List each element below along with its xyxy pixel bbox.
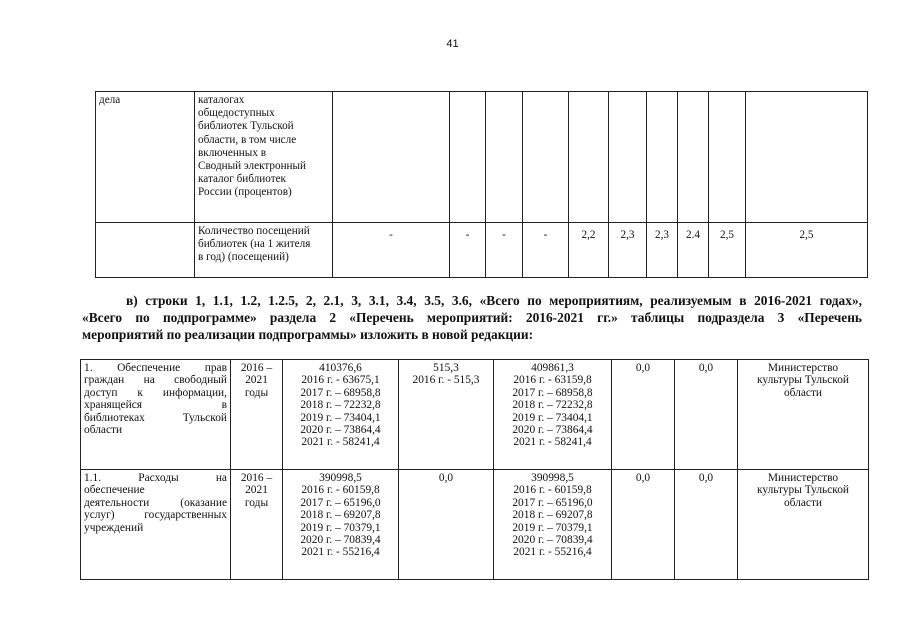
text-line: 2020 г. – 73864,4 xyxy=(512,424,593,437)
paragraph-line: «Всего по подпрограмме» раздела 2 «Перечень мероприятий: 2016-2021 гг.» таблицы подраздела 3 «Перечень xyxy=(82,310,862,325)
text-line: 2017 г. – 68958,8 xyxy=(300,386,381,399)
local-budget-cell: 0,0 xyxy=(612,470,675,580)
value-cell xyxy=(709,92,746,223)
value-cell: 2,5 xyxy=(746,223,868,278)
value-cell xyxy=(569,92,609,223)
value-cell xyxy=(450,92,486,223)
text-line: 515,3 xyxy=(433,362,459,374)
text-line: 2021 г. - 55216,4 xyxy=(513,546,592,559)
value-cell: 2,5 xyxy=(709,223,746,278)
text-line: услуг) государственных xyxy=(84,509,227,522)
other-sources-cell: 0,0 xyxy=(675,360,738,470)
text-line: в год) (посещений) xyxy=(198,251,289,264)
text-line: 409861,3 xyxy=(531,362,574,374)
text-line: Сводный электронный xyxy=(198,160,307,173)
text-line: культуры Тульской xyxy=(757,374,849,387)
text-line: учреждений xyxy=(84,521,144,534)
indicators-table xyxy=(95,91,868,278)
amendment-paragraph xyxy=(82,292,862,343)
text-line: библиотеках Тульской xyxy=(84,411,227,424)
text-line: Министерство xyxy=(767,362,839,374)
text-line: деятельности (оказание xyxy=(84,496,227,509)
text-line: годы xyxy=(244,386,269,399)
table-row xyxy=(96,223,868,278)
value-cell: - xyxy=(450,223,486,278)
text-line: России (процентов) xyxy=(198,186,292,199)
text-line: 2018 г. – 69207,8 xyxy=(300,509,381,522)
value-cell: - xyxy=(333,223,450,278)
text-line: области, в том числе xyxy=(198,133,297,146)
text-line: общедоступных xyxy=(198,107,275,120)
text-line: 2018 г. – 69207,8 xyxy=(512,509,593,522)
value-cell: - xyxy=(486,223,523,278)
text-line: 2017 г. – 68958,8 xyxy=(512,386,593,399)
text-line: области xyxy=(84,424,123,437)
table-row xyxy=(81,360,869,470)
other-sources-cell: 0,0 xyxy=(675,470,738,580)
text-line: 2018 г. – 72232,8 xyxy=(300,399,381,412)
text-line: 2021 г. - 58241,4 xyxy=(301,436,380,449)
text-line: 2016 г. - 60159,8 xyxy=(301,484,380,497)
text-line: 2016 г. - 63159,8 xyxy=(513,374,592,387)
value-cell: 2,3 xyxy=(647,223,678,278)
text-line: каталогах xyxy=(198,94,245,106)
text-line: библиотек Тульской xyxy=(198,120,294,133)
text-line: 2016 г. - 515,3 xyxy=(412,374,480,387)
text-line: 2016 – xyxy=(240,362,273,374)
text-line: 2017 г. – 65196,0 xyxy=(512,496,593,509)
text-line: Министерство xyxy=(767,472,839,484)
value-cell xyxy=(647,92,678,223)
paragraph-line: мероприятий по реализации подпрограммы» изложить в новой редакции: xyxy=(82,327,534,342)
value-cell xyxy=(486,92,523,223)
activity-name-cell xyxy=(81,470,231,580)
text-line: 2021 г. - 58241,4 xyxy=(513,436,592,449)
text-line: каталог библиотек xyxy=(198,173,286,186)
text-line: 2019 г. – 73404,1 xyxy=(300,411,381,424)
value-cell xyxy=(746,92,868,223)
text-line: годы xyxy=(244,496,269,509)
text-line: Количество посещений xyxy=(198,225,310,237)
table-row xyxy=(81,470,869,580)
total-funding-cell xyxy=(283,470,399,580)
text-line: 2019 г. – 70379,1 xyxy=(512,521,593,534)
text-line: культуры Тульской xyxy=(757,484,849,497)
text-line: 2021 xyxy=(245,374,268,387)
federal-budget-cell xyxy=(399,470,494,580)
row-section-cell xyxy=(96,223,195,278)
text-line: 2020 г. – 70839,4 xyxy=(300,534,381,547)
period-cell xyxy=(231,470,283,580)
value-cell xyxy=(333,92,450,223)
executor-cell xyxy=(738,470,869,580)
activities-table xyxy=(80,359,869,580)
value-cell xyxy=(523,92,569,223)
text-line: 2020 г. – 73864,4 xyxy=(300,424,381,437)
page-number: 41 xyxy=(446,38,459,50)
table-row xyxy=(96,92,868,223)
total-funding-cell xyxy=(283,360,399,470)
text-line: 2019 г. – 70379,1 xyxy=(300,521,381,534)
text-line: 2017 г. – 65196,0 xyxy=(300,496,381,509)
text-line: 390998,5 xyxy=(319,472,362,484)
text-line: доступ к информации, xyxy=(84,386,227,399)
paragraph-line: в) строки 1, 1.1, 1.2, 1.2.5, 2, 2.1, 3, 3.1, 3.4, 3.5, 3.6, «Всего по мероприятиям, реализуемым в 2016-2021 годах», xyxy=(126,293,862,308)
regional-budget-cell xyxy=(494,360,612,470)
text-line: 2018 г. – 72232,8 xyxy=(512,399,593,412)
executor-cell xyxy=(738,360,869,470)
value-cell: - xyxy=(523,223,569,278)
value-cell: 2.4 xyxy=(678,223,709,278)
text-line: библиотек (на 1 жителя xyxy=(198,238,311,251)
indicator-name-cell xyxy=(195,223,333,278)
text-line: области xyxy=(783,386,823,399)
local-budget-cell: 0,0 xyxy=(612,360,675,470)
text-line: 1.1. Расходы на xyxy=(84,472,227,484)
text-line: 2016 – xyxy=(240,472,273,484)
text-line: области xyxy=(783,496,823,509)
value-cell xyxy=(609,92,647,223)
text-line: хранящейся в xyxy=(84,399,227,412)
text-line: 0,0 xyxy=(438,472,454,484)
federal-budget-cell xyxy=(399,360,494,470)
row-section-cell: дела xyxy=(96,92,195,223)
period-cell xyxy=(231,360,283,470)
text-line: 2016 г. - 60159,8 xyxy=(513,484,592,497)
text-line: 390998,5 xyxy=(531,472,574,484)
value-cell: 2,2 xyxy=(569,223,609,278)
text-line: 410376,6 xyxy=(319,362,362,374)
text-line: граждан на свободный xyxy=(84,374,227,387)
text-line: 1. Обеспечение прав xyxy=(84,362,227,374)
text-line: 2021 xyxy=(245,484,268,497)
text-line: включенных в xyxy=(198,146,266,159)
value-cell: 2,3 xyxy=(609,223,647,278)
activity-name-cell xyxy=(81,360,231,470)
indicator-name-cell xyxy=(195,92,333,223)
text-line: 2020 г. – 70839,4 xyxy=(512,534,593,547)
regional-budget-cell xyxy=(494,470,612,580)
text-line: 2021 г. - 55216,4 xyxy=(301,546,380,559)
text-line: 2019 г. – 73404,1 xyxy=(512,411,593,424)
text-line: 2016 г. - 63675,1 xyxy=(301,374,380,387)
text-line: обеспечение xyxy=(84,484,145,497)
value-cell xyxy=(678,92,709,223)
